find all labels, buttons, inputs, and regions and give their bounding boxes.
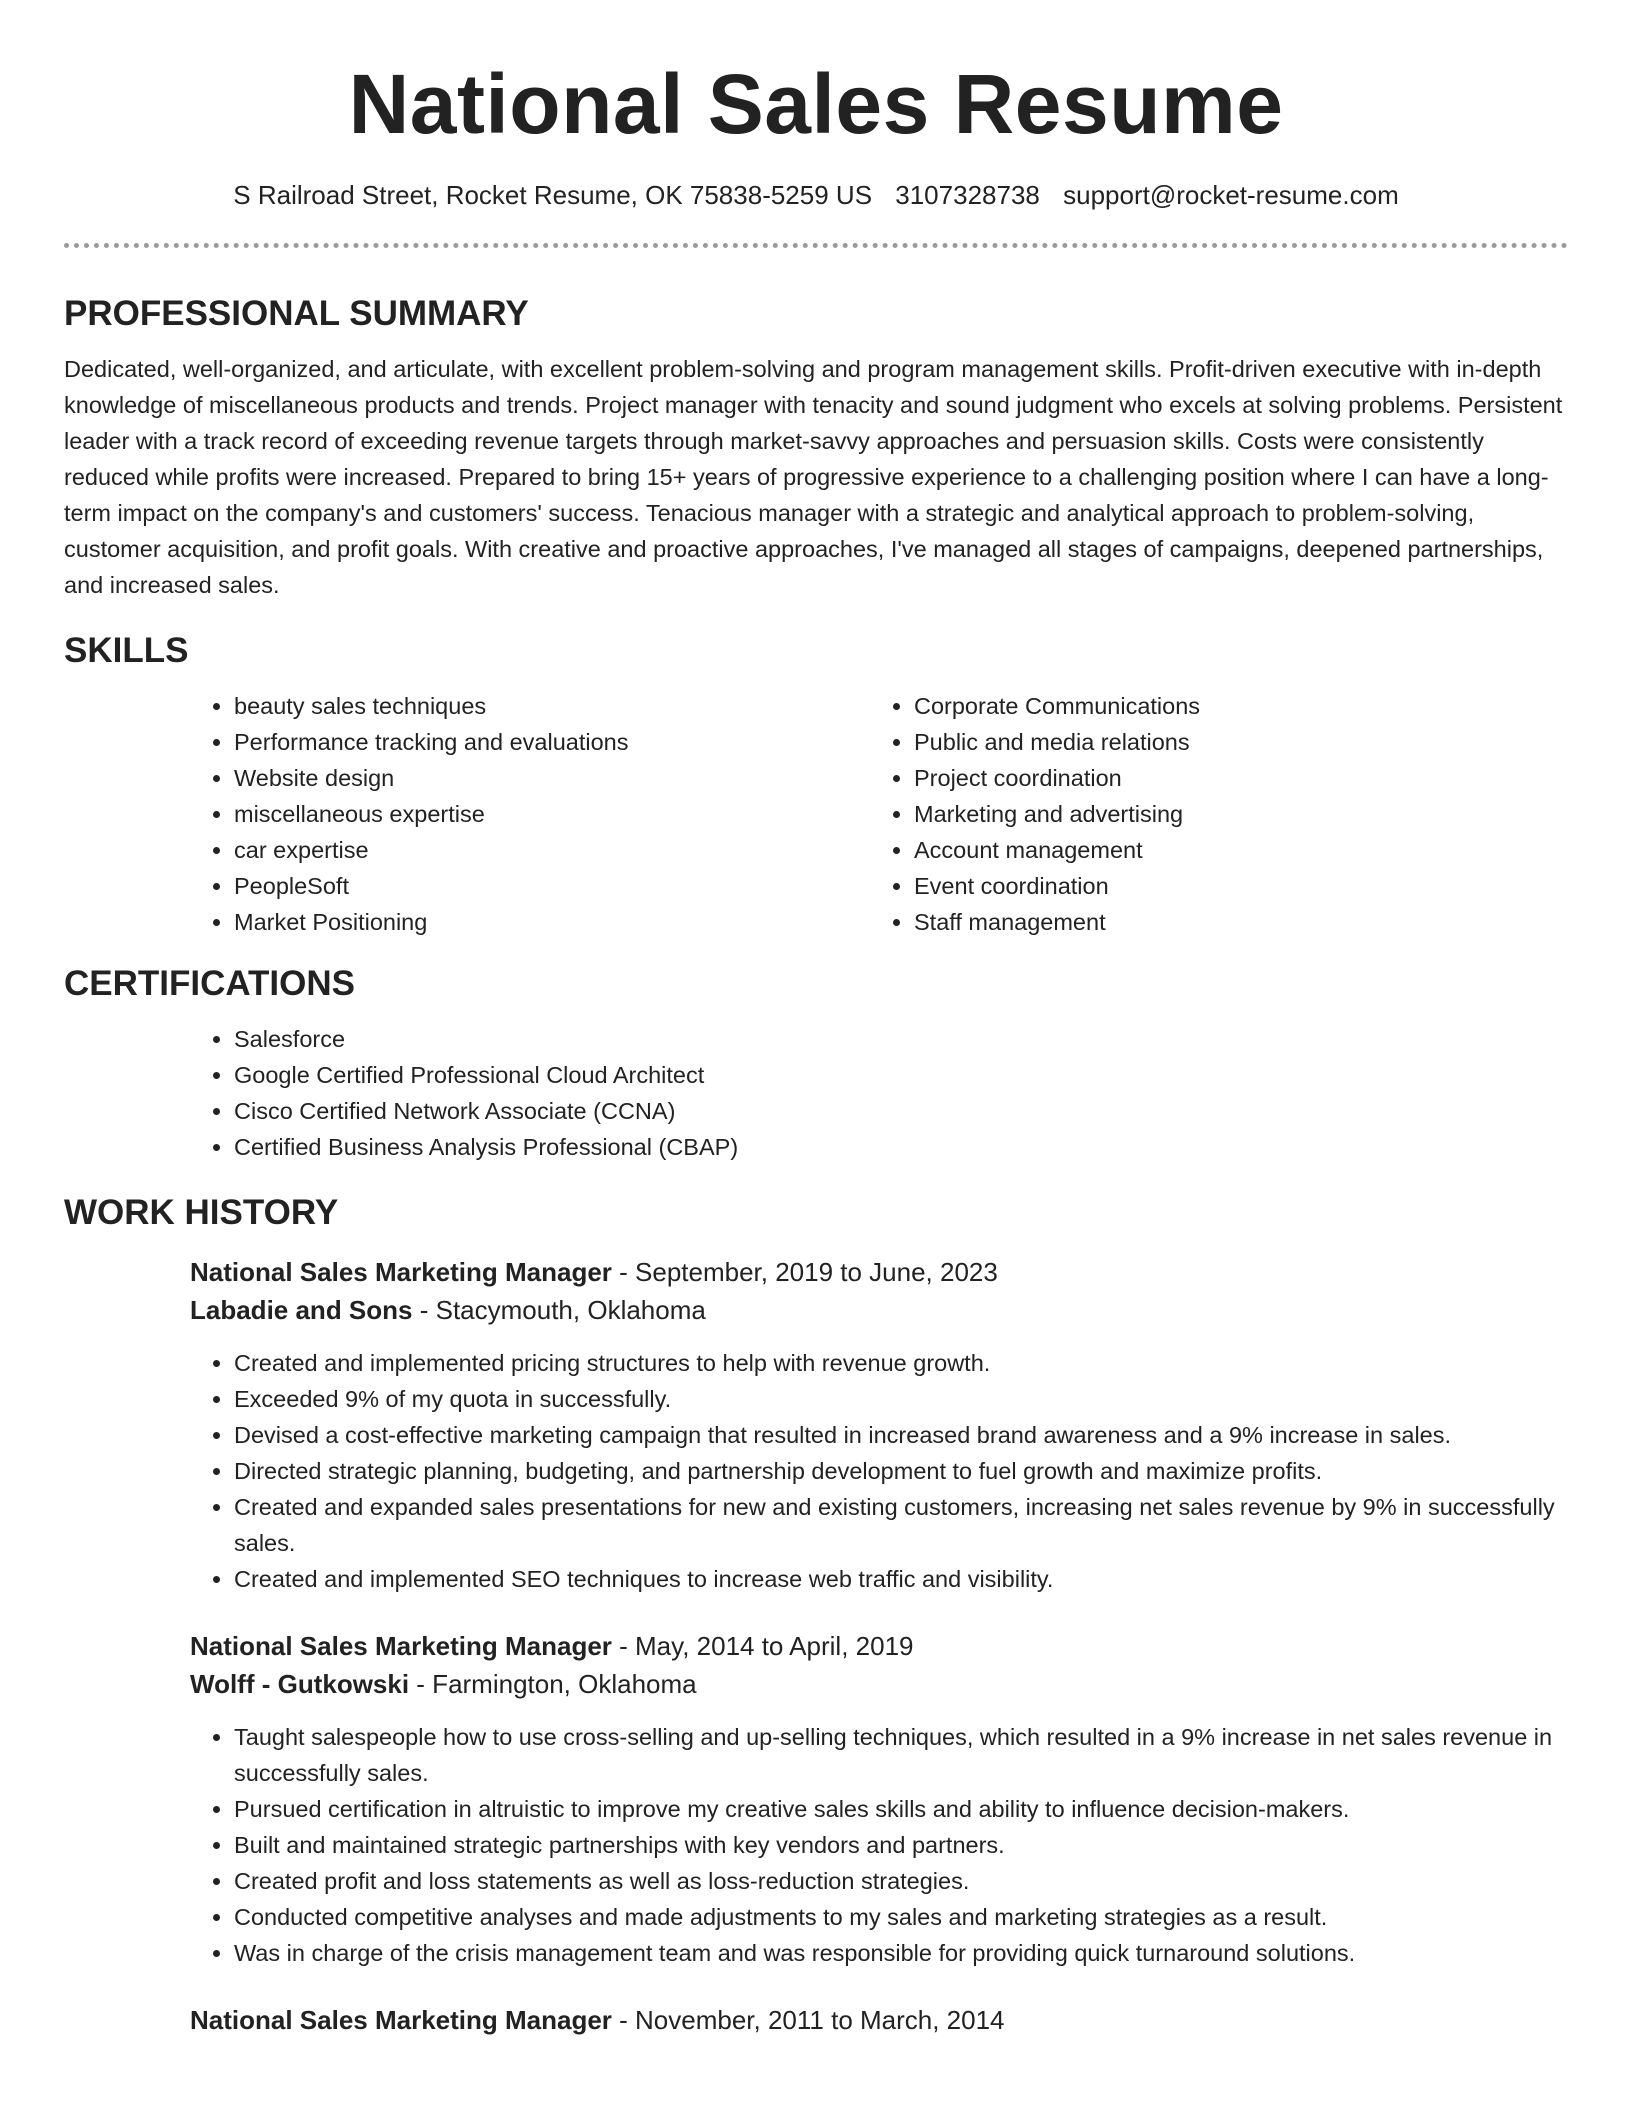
certifications-list xyxy=(190,1021,1568,1165)
skill-item: • Performance tracking and evaluations xyxy=(234,724,870,760)
job-bullet: • Directed strategic planning, budgeting, and partnership development to fuel growth and maximize profits. xyxy=(234,1453,1568,1489)
job-bullet: • Was in charge of the crisis management team and was responsible for providing quick turnaround solutions. xyxy=(234,1935,1568,1971)
certification-item: • Cisco Certified Network Associate (CCNA) xyxy=(234,1093,1568,1129)
contact-line xyxy=(64,178,1568,212)
contact-phone: 3107328738 xyxy=(895,180,1040,210)
skills-column-left xyxy=(190,688,870,940)
job-entry xyxy=(190,1627,1568,1971)
job-title: National Sales Marketing Manager xyxy=(190,1257,612,1287)
job-dates: - September, 2019 to June, 2023 xyxy=(611,1257,998,1287)
skill-item: • Event coordination xyxy=(914,868,1550,904)
job-location: - Farmington, Oklahoma xyxy=(409,1669,697,1699)
job-title-line xyxy=(190,2001,1568,2039)
job-title-line xyxy=(190,1627,1568,1665)
skill-item: • miscellaneous expertise xyxy=(234,796,870,832)
contact-address: S Railroad Street, Rocket Resume, OK 75838-5259 US xyxy=(233,180,873,210)
certification-item: • Certified Business Analysis Professional (CBAP) xyxy=(234,1129,1568,1165)
skill-item: • car expertise xyxy=(234,832,870,868)
job-company: Wolff - Gutkowski xyxy=(190,1669,410,1699)
work-history-section xyxy=(64,1191,1568,2039)
job-dates: - November, 2011 to March, 2014 xyxy=(611,2005,1005,2035)
skill-item: • PeopleSoft xyxy=(234,868,870,904)
job-bullet: • Devised a cost-effective marketing campaign that resulted in increased brand awareness and a 9% increase in sales. xyxy=(234,1417,1568,1453)
job-bullet: • Taught salespeople how to use cross-selling and up-selling techniques, which resulted in a 9% increase in net sales revenue in successfully sales. xyxy=(234,1719,1568,1791)
summary-heading: PROFESSIONAL SUMMARY xyxy=(64,294,529,333)
work-history-heading: WORK HISTORY xyxy=(64,1193,339,1232)
resume-page xyxy=(64,0,1568,2039)
resume-name: National Sales Resume xyxy=(348,57,1284,151)
skill-item: • Account management xyxy=(914,832,1550,868)
job-bullet: • Created profit and loss statements as well as loss-reduction strategies. xyxy=(234,1863,1568,1899)
summary-section xyxy=(64,292,1568,603)
header-divider xyxy=(64,243,1568,248)
job-bullet: • Conducted competitive analyses and made adjustments to my sales and marketing strategies as a result. xyxy=(234,1899,1568,1935)
job-entry xyxy=(190,1253,1568,1597)
job-bullet: • Built and maintained strategic partnerships with key vendors and partners. xyxy=(234,1827,1568,1863)
job-bullet: • Pursued certification in altruistic to improve my creative sales skills and ability to influence decision-makers. xyxy=(234,1791,1568,1827)
contact-email: support@rocket-resume.com xyxy=(1063,180,1399,210)
job-title-line xyxy=(190,1253,1568,1291)
summary-text: Dedicated, well-organized, and articulate, with excellent problem-solving and program management skills. Profit-driven executive with in-depth knowledge of miscellaneous products and trends. Project manager with tenacity and sound judgment who excels at solving problems. Persistent leader with a track record of exceeding revenue targets through market-savvy approaches and persuasion skills. Costs were consistently reduced while profits were increased. Prepared to bring 15+ years of progressive experience to a challenging position where I can have a long-term impact on the company's and customers' success. Tenacious manager with a strategic and analytical approach to problem-solving, customer acquisition, and profit goals. With creative and proactive approaches, I've managed all stages of campaigns, deepened partnerships, and increased sales. xyxy=(64,356,1563,598)
job-bullet: • Created and implemented SEO techniques to increase web traffic and visibility. xyxy=(234,1561,1568,1597)
job-title: National Sales Marketing Manager xyxy=(190,2005,612,2035)
certification-item: • Salesforce xyxy=(234,1021,1568,1057)
skill-item: • Project coordination xyxy=(914,760,1550,796)
skills-grid xyxy=(190,688,1568,940)
skill-item: • Public and media relations xyxy=(914,724,1550,760)
job-bullets xyxy=(190,1719,1568,1971)
job-bullets xyxy=(190,1345,1568,1597)
job-title: National Sales Marketing Manager xyxy=(190,1631,612,1661)
skill-item: • Corporate Communications xyxy=(914,688,1550,724)
job-company-line xyxy=(190,1665,1568,1703)
job-company-line xyxy=(190,1291,1568,1329)
certifications-heading: CERTIFICATIONS xyxy=(64,964,356,1003)
job-bullet: • Created and expanded sales presentations for new and existing customers, increasing net sales revenue by 9% in successfully sales. xyxy=(234,1489,1568,1561)
job-dates: - May, 2014 to April, 2019 xyxy=(611,1631,914,1661)
skill-item: • Market Positioning xyxy=(234,904,870,940)
skills-heading: SKILLS xyxy=(64,631,189,670)
certification-item: • Google Certified Professional Cloud Architect xyxy=(234,1057,1568,1093)
skills-section xyxy=(64,629,1568,940)
skills-column-right xyxy=(870,688,1550,940)
job-location: - Stacymouth, Oklahoma xyxy=(412,1295,706,1325)
job-company: Labadie and Sons xyxy=(190,1295,413,1325)
skill-item: • Website design xyxy=(234,760,870,796)
skill-item: • beauty sales techniques xyxy=(234,688,870,724)
certifications-list-wrap xyxy=(190,1021,1568,1165)
certifications-section xyxy=(64,962,1568,1165)
skill-item: • Marketing and advertising xyxy=(914,796,1550,832)
job-entry xyxy=(190,2001,1568,2039)
skill-item: • Staff management xyxy=(914,904,1550,940)
job-bullet: • Created and implemented pricing structures to help with revenue growth. xyxy=(234,1345,1568,1381)
job-bullet: • Exceeded 9% of my quota in successfully. xyxy=(234,1381,1568,1417)
